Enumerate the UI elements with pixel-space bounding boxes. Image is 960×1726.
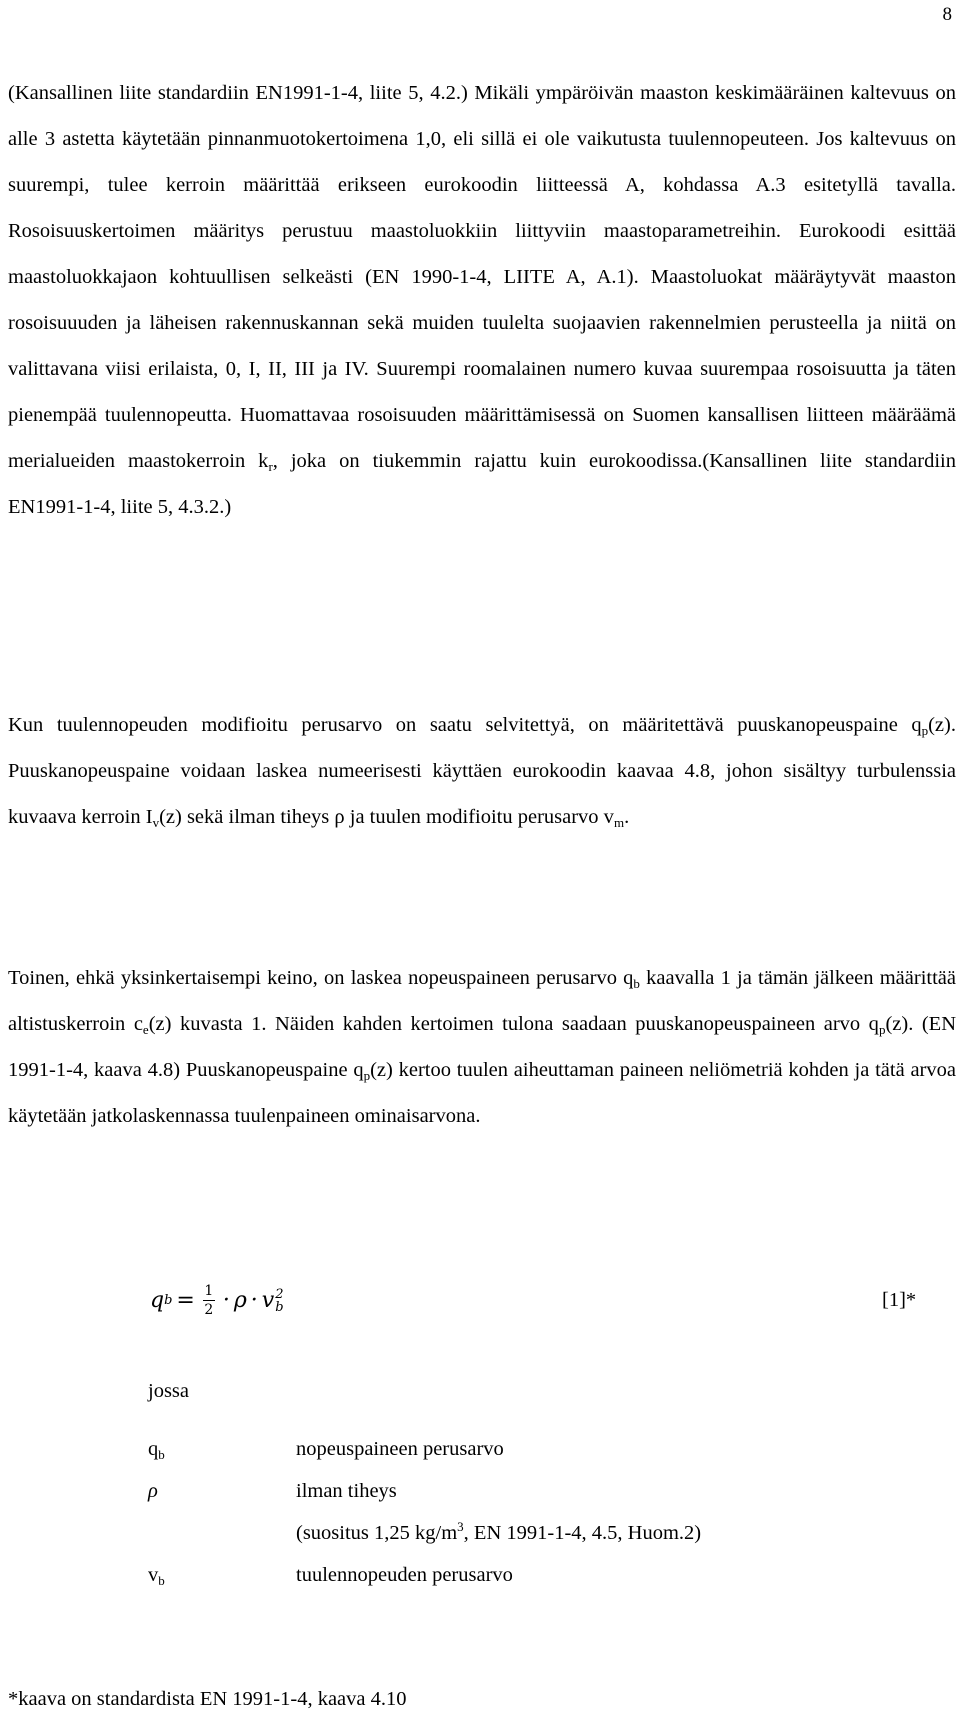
formula-v-scripts — [275, 1288, 283, 1314]
text-run: . — [624, 806, 630, 828]
formula-v: v — [261, 1288, 275, 1313]
definitions-intro: jossa — [148, 1380, 189, 1402]
definition-symbol: q — [148, 1438, 159, 1460]
definition-note — [296, 1519, 702, 1545]
note-text: , EN 1991-1-4, 4.5, Huom.2) — [463, 1522, 702, 1544]
definition-symbol-sub: b — [158, 1573, 165, 1588]
fraction-denominator: 2 — [204, 1302, 214, 1318]
equation-number: [1]* — [882, 1289, 917, 1311]
subscript: e — [142, 1022, 149, 1037]
note-superscript: 3 — [457, 1519, 464, 1534]
definition-symbol: v — [148, 1564, 159, 1586]
text-run: (z) kuvasta 1. Näiden kahden kertoimen tulona saadaan puuskanopeuspaineen arvo q — [148, 1013, 879, 1035]
text-run: (z). Puuskanopeuspaine voidaan laskea numeerisesti käyttäen eurokoodin kaavaa 4.8, johon sisältyy turbulenssia kuvaava kerroin I — [8, 714, 956, 828]
subscript: p — [878, 1022, 886, 1037]
subscript: p — [921, 723, 929, 738]
formula-rho: ρ — [233, 1288, 247, 1313]
text-run: (z). (EN 1991-1-4, kaava 4.8) Puuskanopeuspaine q — [8, 1013, 956, 1081]
formula-basic-velocity-pressure: q b = $\frac{1}{2}$ · ρ · v 2 b — [150, 1283, 284, 1318]
formula-v-sup: 2 — [275, 1286, 284, 1302]
paragraph-gust-pressure — [8, 702, 956, 840]
subscript: b — [633, 976, 640, 991]
definition-row — [148, 1480, 397, 1503]
paragraph-basic-velocity-pressure — [8, 955, 956, 1139]
text-run: , joka on tiukemmin rajattu kuin eurokoodissa.(Kansallinen liite standardiin EN1991-1-4, liite 5, 4.3.2.) — [8, 450, 956, 518]
text-run: (z) kertoo tuulen aiheuttaman paineen neliömetriä kohden ja tätä arvoa käytetään jatkolaskennassa tuulenpaineen ominaisarvona. — [8, 1059, 956, 1127]
formula-equals: = — [176, 1288, 195, 1313]
subscript: v — [152, 815, 160, 830]
definition-symbol: ρ — [148, 1480, 158, 1502]
formula-v-sub: b — [275, 1299, 284, 1315]
subscript: r — [268, 459, 273, 474]
paragraph-terrain-roughness — [8, 70, 956, 530]
text-run: Kun tuulennopeuden modifioitu perusarvo on saatu selvitettyä, on määritettävä puuskanopeuspaine q — [8, 714, 922, 736]
formula-lhs: q — [150, 1288, 165, 1313]
text-run: kaavalla 1 ja tämän jälkeen määrittää altistuskerroin c — [8, 967, 956, 1035]
text-run: (z) sekä ilman tiheys ρ ja tuulen modifioitu perusarvo v — [159, 806, 614, 828]
fraction-bar — [203, 1300, 215, 1301]
definition-symbol-sub: b — [158, 1447, 165, 1462]
subscript: p — [363, 1068, 371, 1083]
fraction-numerator: 1 — [204, 1283, 214, 1299]
text-run: (Kansallinen liite standardiin EN1991-1-4, liite 5, 4.2.) Mikäli ympäröivän maaston keskimääräinen kaltevuus on alle 3 astetta käytetään pinnanmuotokertoimena 1,0, eli sillä ei ole vaikutusta tuulennopeuteen. Jos kaltevuus on suurempi, tulee kerroin määrittää erikseen eurokoodin liitteessä A, kohdassa A.3 esitetyllä tavalla. Rosoisuuskertoimen määritys perustuu maastoluokkiin liittyviin maastoparametreihin. Eurokoodi esittää maastoluokkajaon kohtuullisen selkeästi (EN 1990-1-4, LIITE A, A.1). Maastoluokat määräytyvät maaston rosoisuuuden ja läheisen rakennuskannan sekä muiden tuulelta suojaavien rakennelmien perusteella ja niitä on valittavana viisi erilaista, 0, I, II, III ja IV. Suurempi roomalainen numero kuvaa suurempaa rosoisuutta ja täten pienempää tuulennopeutta. Huomattavaa rosoisuuden määrittämisessä on Suomen kansallisen liitteen määräämä merialueiden maastokerroin k — [8, 82, 956, 472]
page-number: 8 — [942, 4, 952, 25]
formula-dot: · — [250, 1288, 258, 1313]
definition-description: nopeuspaineen perusarvo — [296, 1438, 504, 1460]
definition-row — [148, 1564, 513, 1588]
subscript: m — [613, 815, 625, 830]
definition-description: ilman tiheys — [296, 1480, 397, 1502]
footnote: *kaava on standardista EN 1991-1-4, kaava 4.10 — [8, 1688, 407, 1710]
note-text: (suositus 1,25 kg/m — [296, 1522, 458, 1544]
definition-row — [148, 1438, 504, 1462]
formula-fraction — [203, 1283, 215, 1318]
formula-dot: · — [222, 1288, 230, 1313]
definition-description: tuulennopeuden perusarvo — [296, 1564, 513, 1586]
text-run: Toinen, ehkä yksinkertaisempi keino, on laskea nopeuspaineen perusarvo q — [8, 967, 634, 989]
